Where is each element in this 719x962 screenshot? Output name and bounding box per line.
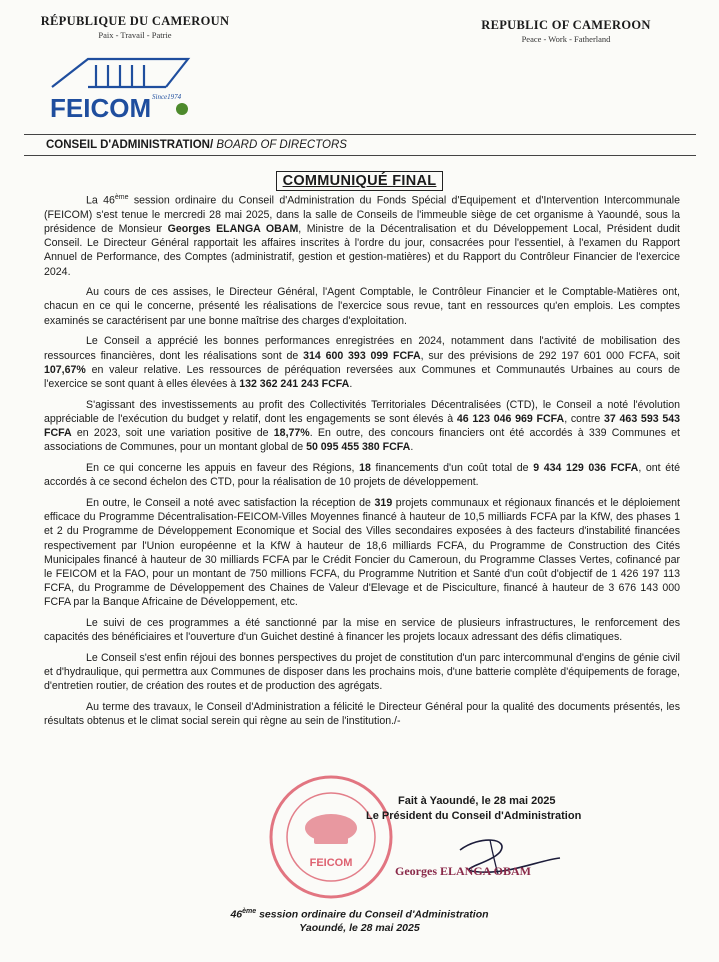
p3-d: .: [349, 377, 353, 390]
footer-b: session ordinaire du Conseil d'Administration: [256, 908, 489, 921]
board-banner: [24, 134, 696, 156]
signatory-name: Georges ELANGA OBAM: [395, 864, 531, 878]
stamp-text: FEICOM: [309, 857, 353, 869]
republic-en-title: REPUBLIC OF CAMEROON: [481, 18, 651, 32]
p1-c: , Ministre de la Décentralisation et du Développement Local, Président dudit Conseil. Le Directeur Général rapportait les affaires inscrites à l'ordre du jour, consacrées pour l'essentiel, à l'examen du Rapport Annuel de Performance, des Comptes (administratif, gestion et gestion-matières) et du Rapport du Contrôleur Financier de l'exercice 2024.: [44, 222, 680, 278]
p5-a: En ce qui concerne les appuis en faveur des Régions,: [86, 461, 360, 474]
p3-v1: 314 600 393 099 FCFA: [303, 349, 421, 362]
p4-v3: 18,77%: [273, 427, 310, 440]
republic-fr-motto: Paix - Travail - Patrie: [98, 30, 172, 40]
p4-a: S'agissant des investissements au profit des Collectivités Territoriales Décentralisées (CTD), le Conseil a noté l'évolution appréciable de l'exécution du budget y relatif, dont les engagements se sont élevés à: [44, 398, 680, 425]
p1-a: La 46: [86, 194, 115, 207]
p1-president-name: Georges ELANGA OBAM: [167, 222, 299, 235]
p3-v2: 107,67%: [44, 363, 86, 376]
board-fr: CONSEIL D'ADMINISTRATION/: [46, 139, 214, 151]
p5-c: , ont été accordés à ce second échelon des CTD, pour la réalisation de 10 projets de développement.: [44, 461, 680, 489]
p4-b: , contre: [564, 412, 605, 425]
footer-a: 46: [230, 908, 243, 921]
p5-v1: 18: [359, 461, 371, 474]
board-en: BOARD OF DIRECTORS: [213, 139, 347, 151]
paragraph-4: [44, 398, 680, 455]
logo-building-icon: [52, 59, 188, 87]
p4-d: . En outre, des concours financiers ont été accordés à 339 Communes et associations de Communes, pour un montant global de: [44, 427, 680, 454]
p6-b: projets communaux et régionaux financés et le déploiement efficace du Programme Décentralisation-FEICOM-Villes Moyennes financé à hauteur de 10,5 milliards FCFA par la KfW, des phases 1 et 2 du Programme de Développement Economique et Social des Villes secondaires exposées à des facteurs d'instabilité financées respectivement par l'Union européenne et la KfW à hauteur de 18,6 milliards FCFA, du Programme de Construction des Cités Municipales financé à hauteur de 30 milliards FCFA par le Crédit Foncier du Cameroun, du Programme Classes Vertes, cofinancé par le FEICOM et la FAO, pour un montant de 750 millions FCFA, du Programme Nutrition et Santé d'un coût d'objectif de 1 426 197 113 FCFA, du Programme de Développement des Chaines de Valeur d'Elevage et de Pisciculture, financé à hauteur de 3 676 143 000 FCFA par la Banque Africaine de Développement, etc.: [44, 496, 680, 609]
p4-c: en 2023, soit une variation positive de: [71, 427, 274, 440]
logo-since: Since1974: [152, 93, 182, 101]
title-wrap: [0, 171, 719, 191]
paragraph-8: Le Conseil s'est enfin réjoui des bonnes perspectives du projet de constitution d'un parc intercommunal d'engins de génie civil et d'hydraulique, qui permettra aux Communes de disposer dans les prochains mois, d'une batterie complète d'équipements de forage, d'entretien routier, de création des routes et de production des agrégats.: [44, 651, 680, 693]
p4-e: .: [410, 441, 414, 454]
signature-block: [360, 794, 660, 824]
logo-leaf-icon: [176, 103, 188, 115]
feicom-logo: [48, 47, 198, 125]
p5-v2: 9 434 129 036 FCFA: [533, 461, 639, 474]
p1-b: session ordinaire du Conseil d'Administration du Fonds Spécial d'Equipement et d'Intervention Intercommunale (FEICOM) s'est tenue le mercredi 28 mai 2025, dans la salle de Conseils de l'immeuble siège de cet organisme à Yaoundé, sous la présidence de Monsieur: [44, 194, 680, 235]
p1-sup: ème: [114, 194, 129, 201]
paragraph-3: [44, 334, 680, 391]
p4-v2: 37 463 593 543 FCFA: [44, 412, 681, 440]
republic-fr-title: RÉPUBLIQUE DU CAMEROUN: [40, 14, 230, 28]
p3-b: , sur des prévisions de 292 197 601 000 FCFA, soit: [420, 349, 680, 362]
document-title: COMMUNIQUÉ FINAL: [276, 171, 444, 191]
footer-line-1: [0, 905, 719, 922]
paragraph-9: Au terme des travaux, le Conseil d'Administration a félicité le Directeur Général pour la qualité des documents présentés, les résultats obtenus et le climat social serein qui règne au sein de l'institution./-: [44, 701, 680, 728]
p4-v4: 50 095 455 380 FCFA: [306, 441, 411, 454]
p3-v3: 132 362 241 243 FCFA: [239, 377, 350, 390]
republic-en-motto: Peace - Work - Fatherland: [521, 34, 611, 44]
signature-role: Le Président du Conseil d'Administration: [366, 810, 582, 822]
paragraph-6: [44, 496, 680, 610]
header-right: [461, 18, 671, 44]
paragraph-2: Au cours de ces assises, le Directeur Général, l'Agent Comptable, le Contrôleur Financier et le Comptable-Matières ont, chacun en ce qui le concerne, présenté les réalisations de l'exercice sous revue, tant en ressources qu'en emplois. Les comptes examinés se caractérisent par une bonne maîtrise des charges d'exploitation.: [44, 286, 680, 327]
stamp-emblem-icon: [305, 814, 357, 844]
p6-v1: 319: [374, 496, 393, 509]
p5-b: financements d'un coût total de: [370, 461, 534, 474]
signature-place-date: Fait à Yaoundé, le 28 mai 2025: [398, 795, 556, 807]
paragraph-5: [44, 461, 680, 489]
footer-line-2: Yaoundé, le 28 mai 2025: [299, 921, 420, 934]
document-body: [44, 191, 680, 735]
p3-c: en valeur relative. Les ressources de péréquation reversées aux Communes et Communautés Urbaines au cours de l'exercice se sont quant à elles élevées à: [44, 363, 680, 390]
header-left: [40, 14, 230, 40]
p3-a: Le Conseil a apprécié les bonnes performances enregistrées en 2024, notamment dans l'activité de mobilisation des ressources financières, dont les réalisations sont de: [44, 335, 680, 362]
footer: [0, 905, 719, 935]
p6-a: En outre, le Conseil a noté avec satisfaction la réception de: [86, 496, 375, 509]
paragraph-1: [44, 191, 680, 279]
logo-text: FEICOM: [50, 93, 152, 123]
p4-v1: 46 123 046 969 FCFA: [456, 412, 565, 425]
paragraph-7: Le suivi de ces programmes a été sanctionné par la mise en service de plusieurs infrastructures, le renforcement des capacités des bénéficiaires et l'ouverture d'un Guichet destiné à financer les projets locaux adressant des défis climatiques.: [44, 617, 680, 644]
official-stamp: [266, 772, 396, 902]
footer-sup: ème: [242, 908, 257, 915]
